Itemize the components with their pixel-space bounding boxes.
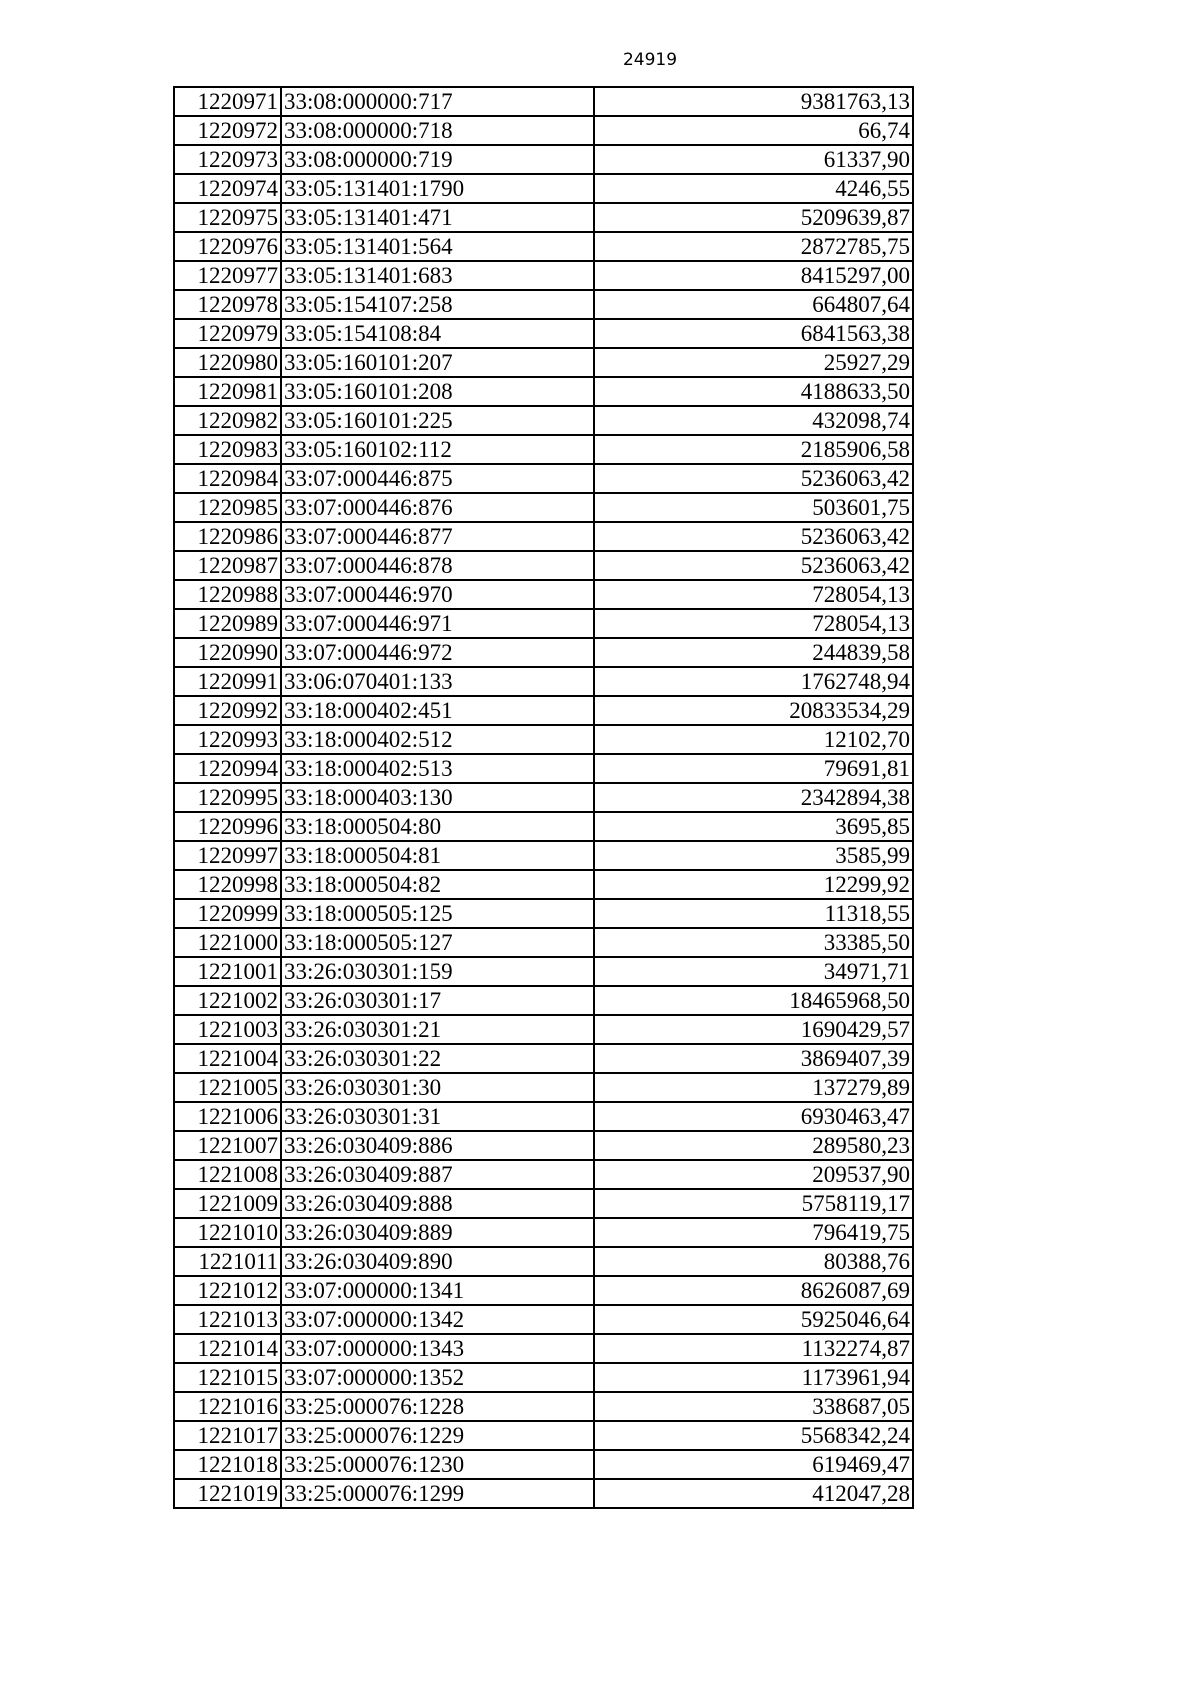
cadastral-number-cell: 33:06:070401:133 xyxy=(281,667,594,696)
cadastral-value-cell: 61337,90 xyxy=(594,145,913,174)
row-number-cell: 1220983 xyxy=(174,435,281,464)
cadastral-number-cell: 33:07:000000:1341 xyxy=(281,1276,594,1305)
table-row xyxy=(174,957,913,986)
table-row xyxy=(174,464,913,493)
table-row xyxy=(174,899,913,928)
cadastral-number-cell: 33:18:000504:81 xyxy=(281,841,594,870)
table-row xyxy=(174,145,913,174)
cadastral-value-cell: 4246,55 xyxy=(594,174,913,203)
cadastral-number-cell: 33:26:030409:889 xyxy=(281,1218,594,1247)
cadastral-number-cell: 33:07:000446:971 xyxy=(281,609,594,638)
table-row xyxy=(174,493,913,522)
cadastral-number-cell: 33:08:000000:718 xyxy=(281,116,594,145)
cadastral-number-cell: 33:07:000446:875 xyxy=(281,464,594,493)
cadastral-value-cell: 6930463,47 xyxy=(594,1102,913,1131)
cadastral-value-cell: 25927,29 xyxy=(594,348,913,377)
table-row xyxy=(174,87,913,116)
row-number-cell: 1220977 xyxy=(174,261,281,290)
table-row xyxy=(174,696,913,725)
cadastral-value-cell: 5925046,64 xyxy=(594,1305,913,1334)
cadastral-number-cell: 33:07:000446:972 xyxy=(281,638,594,667)
table-row xyxy=(174,174,913,203)
row-number-cell: 1221017 xyxy=(174,1421,281,1450)
cadastral-value-cell: 5209639,87 xyxy=(594,203,913,232)
row-number-cell: 1221013 xyxy=(174,1305,281,1334)
cadastral-value-cell: 432098,74 xyxy=(594,406,913,435)
row-number-cell: 1220989 xyxy=(174,609,281,638)
cadastral-value-cell: 664807,64 xyxy=(594,290,913,319)
cadastral-value-cell: 12102,70 xyxy=(594,725,913,754)
table-row xyxy=(174,1015,913,1044)
cadastral-number-cell: 33:07:000000:1352 xyxy=(281,1363,594,1392)
row-number-cell: 1220982 xyxy=(174,406,281,435)
cadastral-value-cell: 3695,85 xyxy=(594,812,913,841)
row-number-cell: 1220995 xyxy=(174,783,281,812)
page-number: 24919 xyxy=(622,50,678,70)
cadastral-value-cell: 9381763,13 xyxy=(594,87,913,116)
cadastral-number-cell: 33:25:000076:1230 xyxy=(281,1450,594,1479)
cadastral-number-cell: 33:18:000505:127 xyxy=(281,928,594,957)
cadastral-value-cell: 6841563,38 xyxy=(594,319,913,348)
table-row xyxy=(174,580,913,609)
cadastral-number-cell: 33:18:000403:130 xyxy=(281,783,594,812)
table-row xyxy=(174,290,913,319)
cadastral-number-cell: 33:26:030409:887 xyxy=(281,1160,594,1189)
table-row xyxy=(174,319,913,348)
table-row xyxy=(174,551,913,580)
cadastral-number-cell: 33:18:000402:451 xyxy=(281,696,594,725)
cadastral-number-cell: 33:26:030409:888 xyxy=(281,1189,594,1218)
table-row xyxy=(174,638,913,667)
row-number-cell: 1220990 xyxy=(174,638,281,667)
cadastral-value-cell: 4188633,50 xyxy=(594,377,913,406)
row-number-cell: 1221015 xyxy=(174,1363,281,1392)
table-row xyxy=(174,1392,913,1421)
row-number-cell: 1220971 xyxy=(174,87,281,116)
cadastral-value-cell: 1690429,57 xyxy=(594,1015,913,1044)
table-row xyxy=(174,841,913,870)
cadastral-number-cell: 33:26:030301:21 xyxy=(281,1015,594,1044)
row-number-cell: 1220997 xyxy=(174,841,281,870)
cadastral-number-cell: 33:26:030301:22 xyxy=(281,1044,594,1073)
cadastral-number-cell: 33:05:160102:112 xyxy=(281,435,594,464)
row-number-cell: 1221019 xyxy=(174,1479,281,1508)
cadastral-number-cell: 33:05:131401:683 xyxy=(281,261,594,290)
table-row xyxy=(174,1160,913,1189)
cadastral-value-cell: 79691,81 xyxy=(594,754,913,783)
cadastral-value-cell: 20833534,29 xyxy=(594,696,913,725)
row-number-cell: 1220979 xyxy=(174,319,281,348)
table-row xyxy=(174,1044,913,1073)
row-number-cell: 1221004 xyxy=(174,1044,281,1073)
cadastral-value-cell: 5568342,24 xyxy=(594,1421,913,1450)
cadastral-number-cell: 33:26:030301:17 xyxy=(281,986,594,1015)
cadastral-number-cell: 33:08:000000:717 xyxy=(281,87,594,116)
cadastral-value-cell: 338687,05 xyxy=(594,1392,913,1421)
cadastral-value-cell: 3869407,39 xyxy=(594,1044,913,1073)
row-number-cell: 1221012 xyxy=(174,1276,281,1305)
row-number-cell: 1221000 xyxy=(174,928,281,957)
row-number-cell: 1220981 xyxy=(174,377,281,406)
row-number-cell: 1220976 xyxy=(174,232,281,261)
row-number-cell: 1220992 xyxy=(174,696,281,725)
cadastral-number-cell: 33:18:000504:80 xyxy=(281,812,594,841)
cadastral-number-cell: 33:07:000000:1343 xyxy=(281,1334,594,1363)
cadastral-number-cell: 33:05:131401:1790 xyxy=(281,174,594,203)
row-number-cell: 1220980 xyxy=(174,348,281,377)
row-number-cell: 1221011 xyxy=(174,1247,281,1276)
cadastral-value-cell: 1132274,87 xyxy=(594,1334,913,1363)
table-row xyxy=(174,522,913,551)
table-row xyxy=(174,435,913,464)
row-number-cell: 1221007 xyxy=(174,1131,281,1160)
row-number-cell: 1220975 xyxy=(174,203,281,232)
row-number-cell: 1221010 xyxy=(174,1218,281,1247)
cadastral-number-cell: 33:05:131401:564 xyxy=(281,232,594,261)
cadastral-value-cell: 11318,55 xyxy=(594,899,913,928)
cadastral-number-cell: 33:26:030301:31 xyxy=(281,1102,594,1131)
row-number-cell: 1221005 xyxy=(174,1073,281,1102)
row-number-cell: 1220998 xyxy=(174,870,281,899)
table-row xyxy=(174,667,913,696)
cadastral-value-cell: 289580,23 xyxy=(594,1131,913,1160)
cadastral-number-cell: 33:07:000000:1342 xyxy=(281,1305,594,1334)
table-row xyxy=(174,1276,913,1305)
cadastral-value-cell: 209537,90 xyxy=(594,1160,913,1189)
table-row xyxy=(174,406,913,435)
table-row xyxy=(174,783,913,812)
cadastral-number-cell: 33:25:000076:1228 xyxy=(281,1392,594,1421)
row-number-cell: 1220973 xyxy=(174,145,281,174)
cadastral-number-cell: 33:05:160101:225 xyxy=(281,406,594,435)
table-row xyxy=(174,870,913,899)
cadastral-value-cell: 2185906,58 xyxy=(594,435,913,464)
table-row xyxy=(174,1334,913,1363)
cadastral-value-cell: 3585,99 xyxy=(594,841,913,870)
table-row xyxy=(174,725,913,754)
cadastral-number-cell: 33:26:030409:886 xyxy=(281,1131,594,1160)
cadastral-value-cell: 412047,28 xyxy=(594,1479,913,1508)
table-row xyxy=(174,1073,913,1102)
cadastral-value-cell: 1173961,94 xyxy=(594,1363,913,1392)
table-row xyxy=(174,1421,913,1450)
row-number-cell: 1221003 xyxy=(174,1015,281,1044)
row-number-cell: 1221001 xyxy=(174,957,281,986)
row-number-cell: 1220986 xyxy=(174,522,281,551)
row-number-cell: 1220996 xyxy=(174,812,281,841)
cadastral-number-cell: 33:26:030301:159 xyxy=(281,957,594,986)
table-row xyxy=(174,1102,913,1131)
cadastral-value-cell: 2342894,38 xyxy=(594,783,913,812)
row-number-cell: 1220993 xyxy=(174,725,281,754)
row-number-cell: 1220994 xyxy=(174,754,281,783)
table-row xyxy=(174,348,913,377)
row-number-cell: 1220985 xyxy=(174,493,281,522)
table-row xyxy=(174,1479,913,1508)
cadastral-value-cell: 34971,71 xyxy=(594,957,913,986)
cadastral-value-table xyxy=(173,86,914,1509)
cadastral-value-cell: 503601,75 xyxy=(594,493,913,522)
table-row xyxy=(174,203,913,232)
table-row xyxy=(174,116,913,145)
row-number-cell: 1221016 xyxy=(174,1392,281,1421)
row-number-cell: 1221014 xyxy=(174,1334,281,1363)
table-row xyxy=(174,232,913,261)
cadastral-number-cell: 33:07:000446:877 xyxy=(281,522,594,551)
table-row xyxy=(174,1131,913,1160)
row-number-cell: 1220972 xyxy=(174,116,281,145)
cadastral-value-cell: 80388,76 xyxy=(594,1247,913,1276)
cadastral-value-cell: 1762748,94 xyxy=(594,667,913,696)
table-row xyxy=(174,812,913,841)
cadastral-value-cell: 619469,47 xyxy=(594,1450,913,1479)
table-row xyxy=(174,986,913,1015)
row-number-cell: 1220984 xyxy=(174,464,281,493)
cadastral-value-cell: 8415297,00 xyxy=(594,261,913,290)
cadastral-number-cell: 33:25:000076:1229 xyxy=(281,1421,594,1450)
cadastral-number-cell: 33:07:000446:970 xyxy=(281,580,594,609)
table-body xyxy=(174,87,913,1508)
row-number-cell: 1220987 xyxy=(174,551,281,580)
table-row xyxy=(174,928,913,957)
cadastral-value-cell: 33385,50 xyxy=(594,928,913,957)
cadastral-number-cell: 33:18:000505:125 xyxy=(281,899,594,928)
cadastral-number-cell: 33:18:000402:512 xyxy=(281,725,594,754)
cadastral-value-cell: 5236063,42 xyxy=(594,522,913,551)
cadastral-value-cell: 66,74 xyxy=(594,116,913,145)
cadastral-value-cell: 244839,58 xyxy=(594,638,913,667)
cadastral-number-cell: 33:07:000446:876 xyxy=(281,493,594,522)
table-row xyxy=(174,609,913,638)
cadastral-value-cell: 728054,13 xyxy=(594,609,913,638)
cadastral-number-cell: 33:18:000504:82 xyxy=(281,870,594,899)
cadastral-number-cell: 33:25:000076:1299 xyxy=(281,1479,594,1508)
row-number-cell: 1220988 xyxy=(174,580,281,609)
table-row xyxy=(174,1218,913,1247)
row-number-cell: 1221002 xyxy=(174,986,281,1015)
cadastral-value-cell: 137279,89 xyxy=(594,1073,913,1102)
cadastral-value-cell: 2872785,75 xyxy=(594,232,913,261)
cadastral-number-cell: 33:05:154108:84 xyxy=(281,319,594,348)
row-number-cell: 1220974 xyxy=(174,174,281,203)
table-row xyxy=(174,1363,913,1392)
table-row xyxy=(174,261,913,290)
cadastral-number-cell: 33:05:154107:258 xyxy=(281,290,594,319)
table-row xyxy=(174,1189,913,1218)
cadastral-number-cell: 33:05:160101:208 xyxy=(281,377,594,406)
row-number-cell: 1221018 xyxy=(174,1450,281,1479)
cadastral-value-cell: 796419,75 xyxy=(594,1218,913,1247)
cadastral-value-cell: 5236063,42 xyxy=(594,551,913,580)
cadastral-number-cell: 33:07:000446:878 xyxy=(281,551,594,580)
cadastral-number-cell: 33:05:131401:471 xyxy=(281,203,594,232)
cadastral-number-cell: 33:08:000000:719 xyxy=(281,145,594,174)
cadastral-value-cell: 5758119,17 xyxy=(594,1189,913,1218)
row-number-cell: 1221006 xyxy=(174,1102,281,1131)
cadastral-number-cell: 33:26:030301:30 xyxy=(281,1073,594,1102)
table-row xyxy=(174,1247,913,1276)
row-number-cell: 1220991 xyxy=(174,667,281,696)
cadastral-value-cell: 8626087,69 xyxy=(594,1276,913,1305)
table-row xyxy=(174,377,913,406)
cadastral-number-cell: 33:26:030409:890 xyxy=(281,1247,594,1276)
cadastral-number-cell: 33:18:000402:513 xyxy=(281,754,594,783)
cadastral-value-cell: 12299,92 xyxy=(594,870,913,899)
row-number-cell: 1221008 xyxy=(174,1160,281,1189)
row-number-cell: 1220978 xyxy=(174,290,281,319)
cadastral-value-cell: 5236063,42 xyxy=(594,464,913,493)
row-number-cell: 1221009 xyxy=(174,1189,281,1218)
cadastral-value-cell: 728054,13 xyxy=(594,580,913,609)
table-row xyxy=(174,1450,913,1479)
table-row xyxy=(174,754,913,783)
row-number-cell: 1220999 xyxy=(174,899,281,928)
cadastral-number-cell: 33:05:160101:207 xyxy=(281,348,594,377)
cadastral-value-cell: 18465968,50 xyxy=(594,986,913,1015)
table-row xyxy=(174,1305,913,1334)
